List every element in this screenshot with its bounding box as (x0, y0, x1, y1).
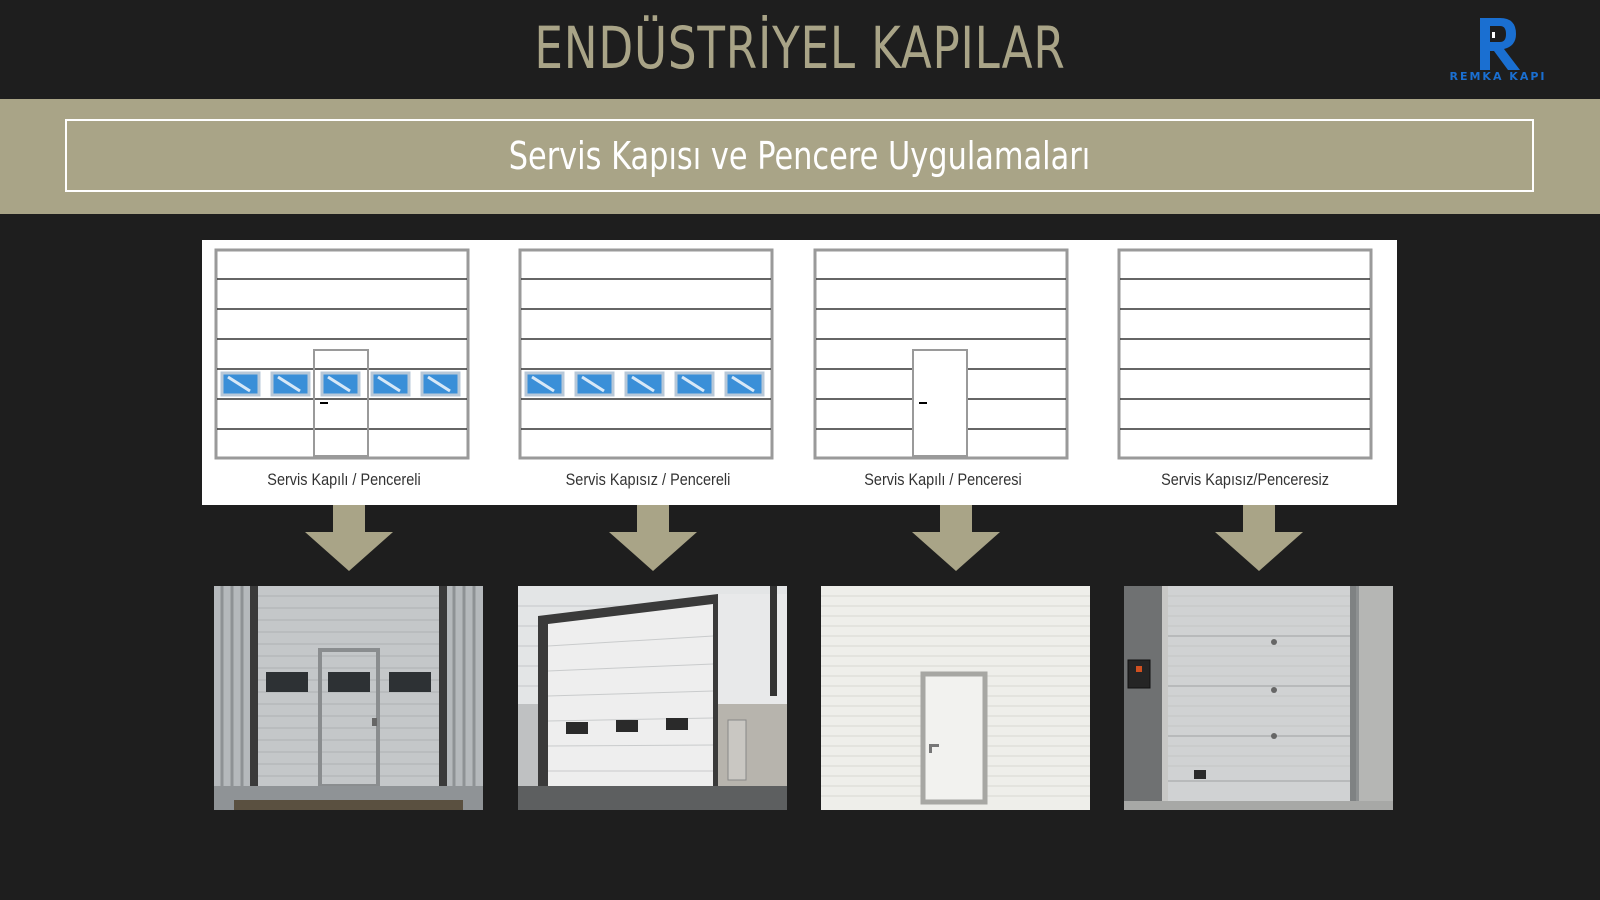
door-photo-service-door-only (821, 586, 1090, 810)
door-diagram-service-door-only (813, 248, 1073, 468)
door-diagram-plain (1117, 248, 1377, 468)
diagram-caption: Servis Kapısız / Pencereli (565, 470, 731, 489)
arrow-down-icon (305, 505, 393, 571)
door-diagram-windows-only (518, 248, 778, 468)
subtitle-box (65, 119, 1534, 192)
door-diagram-service-door-windows (214, 248, 474, 468)
subtitle-text: Servis Kapısı ve Pencere Uygulamaları (508, 133, 1091, 178)
page-title: ENDÜSTRİYEL KAPILAR (534, 14, 1066, 82)
door-photo-service-door-windows (214, 586, 483, 810)
diagram-caption: Servis Kapılı / Penceresi (864, 470, 1022, 489)
door-photo-windows-only (518, 586, 787, 810)
arrow-down-icon (1215, 505, 1303, 571)
door-diagram-panel (202, 240, 1397, 505)
diagram-caption: Servis Kapılı / Pencereli (267, 470, 421, 489)
arrow-down-icon (912, 505, 1000, 571)
logo-text: REMKA KAPI (1449, 70, 1547, 83)
door-photo-plain (1124, 586, 1393, 810)
arrow-down-icon (609, 505, 697, 571)
diagram-caption: Servis Kapısız/Penceresiz (1161, 470, 1329, 489)
